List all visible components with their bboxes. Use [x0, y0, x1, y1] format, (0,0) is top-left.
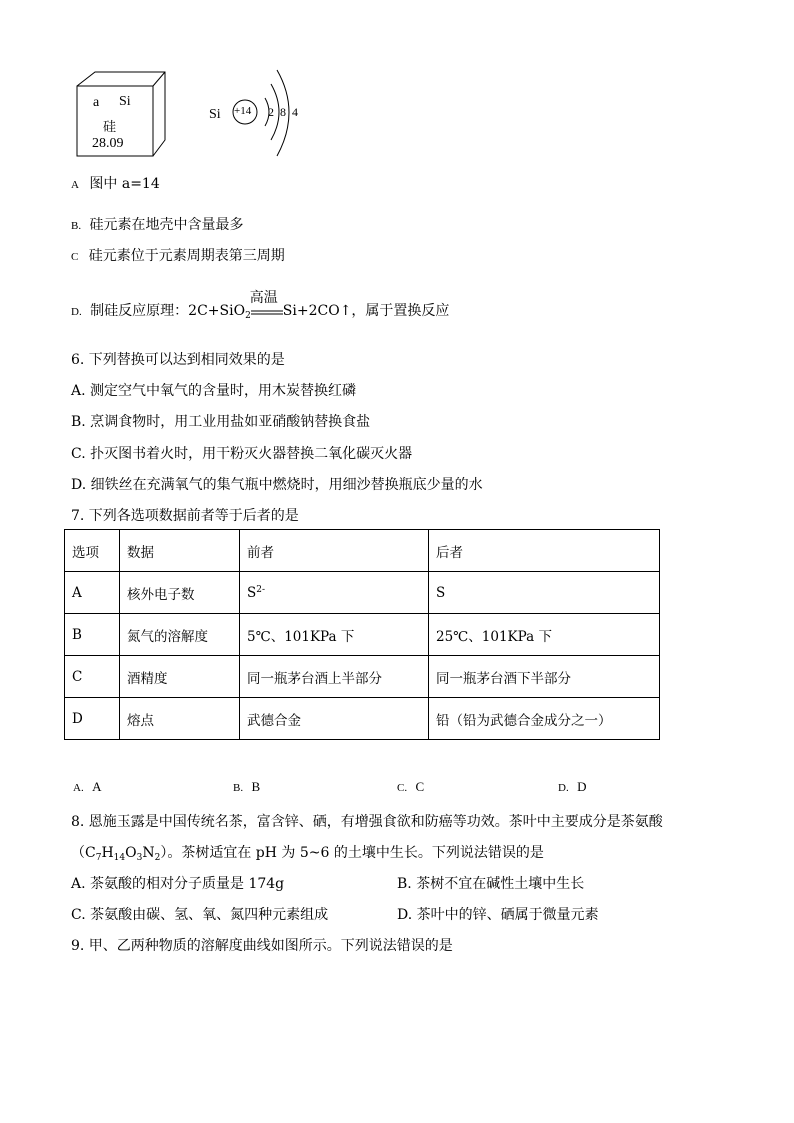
table-cell: A	[65, 572, 120, 614]
table-cell: 酒精度	[120, 656, 240, 698]
table-cell: 铅（铅为武德合金成分之一）	[429, 698, 660, 740]
q7-option-b: B. B	[233, 779, 261, 794]
table-cell: D	[65, 698, 120, 740]
q7-option-c: C. C	[397, 779, 425, 794]
atom-symbol: Si	[209, 107, 221, 122]
q5-option-d: D. 制硅反应原理：2C+SiO$_2$ 高温 Si+2CO↑，属于置换反应	[71, 290, 450, 321]
q5-option-b: B. 硅元素在地壳中含量最多	[71, 217, 244, 233]
reaction-condition: 高温	[251, 303, 283, 319]
q9-stem: 9. 甲、乙两种物质的溶解度曲线如图所示。下列说法错误的是	[71, 938, 453, 954]
table-header-cell: 选项	[65, 530, 120, 572]
table-cell: 熔点	[120, 698, 240, 740]
element-name: 硅	[103, 120, 117, 135]
atomic-number-label: a	[93, 95, 100, 110]
ion-charge: 2-	[256, 584, 266, 595]
table-cell: $S^{2-}$	[240, 572, 429, 614]
table-cell: 5℃、101KPa 下	[240, 614, 429, 656]
q5-option-a: A 图中 a=14	[71, 176, 160, 192]
table-header-cell: 后者	[429, 530, 660, 572]
q8-option-a: A. 茶氨酸的相对分子质量是 174g	[71, 876, 285, 892]
table-cell: 核外电子数	[120, 572, 240, 614]
shell-1-electrons: 2	[268, 105, 274, 119]
atom-structure-diagram	[205, 62, 315, 162]
table-cell: 武德合金	[240, 698, 429, 740]
q8-stem-line1: 8. 恩施玉露是中国传统名茶，富含锌、硒，有增强食欲和防癌等功效。茶叶中主要成分是茶氨酸	[71, 814, 663, 830]
table-cell: 氮气的溶解度	[120, 614, 240, 656]
table-cell: B	[65, 614, 120, 656]
atom-shells	[205, 62, 315, 162]
table-cell: S	[429, 572, 660, 614]
q6-option-c: C. 扑灭图书着火时，用干粉灭火器替换二氧化碳灭火器	[71, 446, 413, 462]
table-cell: 同一瓶茅台酒下半部分	[429, 656, 660, 698]
table-row	[65, 656, 660, 698]
double-line-arrow	[251, 310, 283, 316]
table-cell: 25℃、101KPa 下	[429, 614, 660, 656]
q8-option-b: B. 茶树不宜在碱性土壤中生长	[397, 876, 585, 892]
table-cell: 同一瓶茅台酒上半部分	[240, 656, 429, 698]
table-row	[65, 614, 660, 656]
table-header-cell: 数据	[120, 530, 240, 572]
table-header-cell: 前者	[240, 530, 429, 572]
table-row	[65, 572, 660, 614]
table-row	[65, 698, 660, 740]
q7-stem: 7. 下列各选项数据前者等于后者的是	[71, 508, 299, 524]
q6-option-d: D. 细铁丝在充满氧气的集气瓶中燃烧时，用细沙替换瓶底少量的水	[71, 477, 483, 493]
element-symbol: Si	[119, 94, 131, 109]
shell-2-electrons: 8	[280, 105, 286, 119]
q6-option-a: A. 测定空气中氧气的含量时，用木炭替换红磷	[71, 383, 357, 399]
q6-option-b: B. 烹调食物时，用工业用盐如亚硝酸钠替换食盐	[71, 414, 371, 430]
q8-option-d: D. 茶叶中的锌、硒属于微量元素	[397, 907, 599, 923]
q7-option-a: A. A	[73, 779, 102, 794]
shell-3-electrons: 4	[292, 105, 298, 119]
q8-stem-line2: $(C_7H_{14}O_3N_2)$。茶树适宜在 pH 为 5~6 的土壤中生长。下列说法错误的是	[71, 845, 544, 863]
atomic-mass: 28.09	[92, 136, 124, 151]
q7-table	[64, 529, 660, 740]
table-header-row	[65, 530, 660, 572]
q7-option-d: D. D	[558, 779, 587, 794]
nucleus-charge: +14	[234, 105, 252, 117]
q5-option-c: C 硅元素位于元素周期表第三周期	[71, 248, 285, 264]
element-card	[62, 70, 170, 162]
q8-option-c: C. 茶氨酸由碳、氢、氧、氮四种元素组成	[71, 907, 329, 923]
table-cell: C	[65, 656, 120, 698]
q6-stem: 6. 下列替换可以达到相同效果的是	[71, 352, 285, 368]
